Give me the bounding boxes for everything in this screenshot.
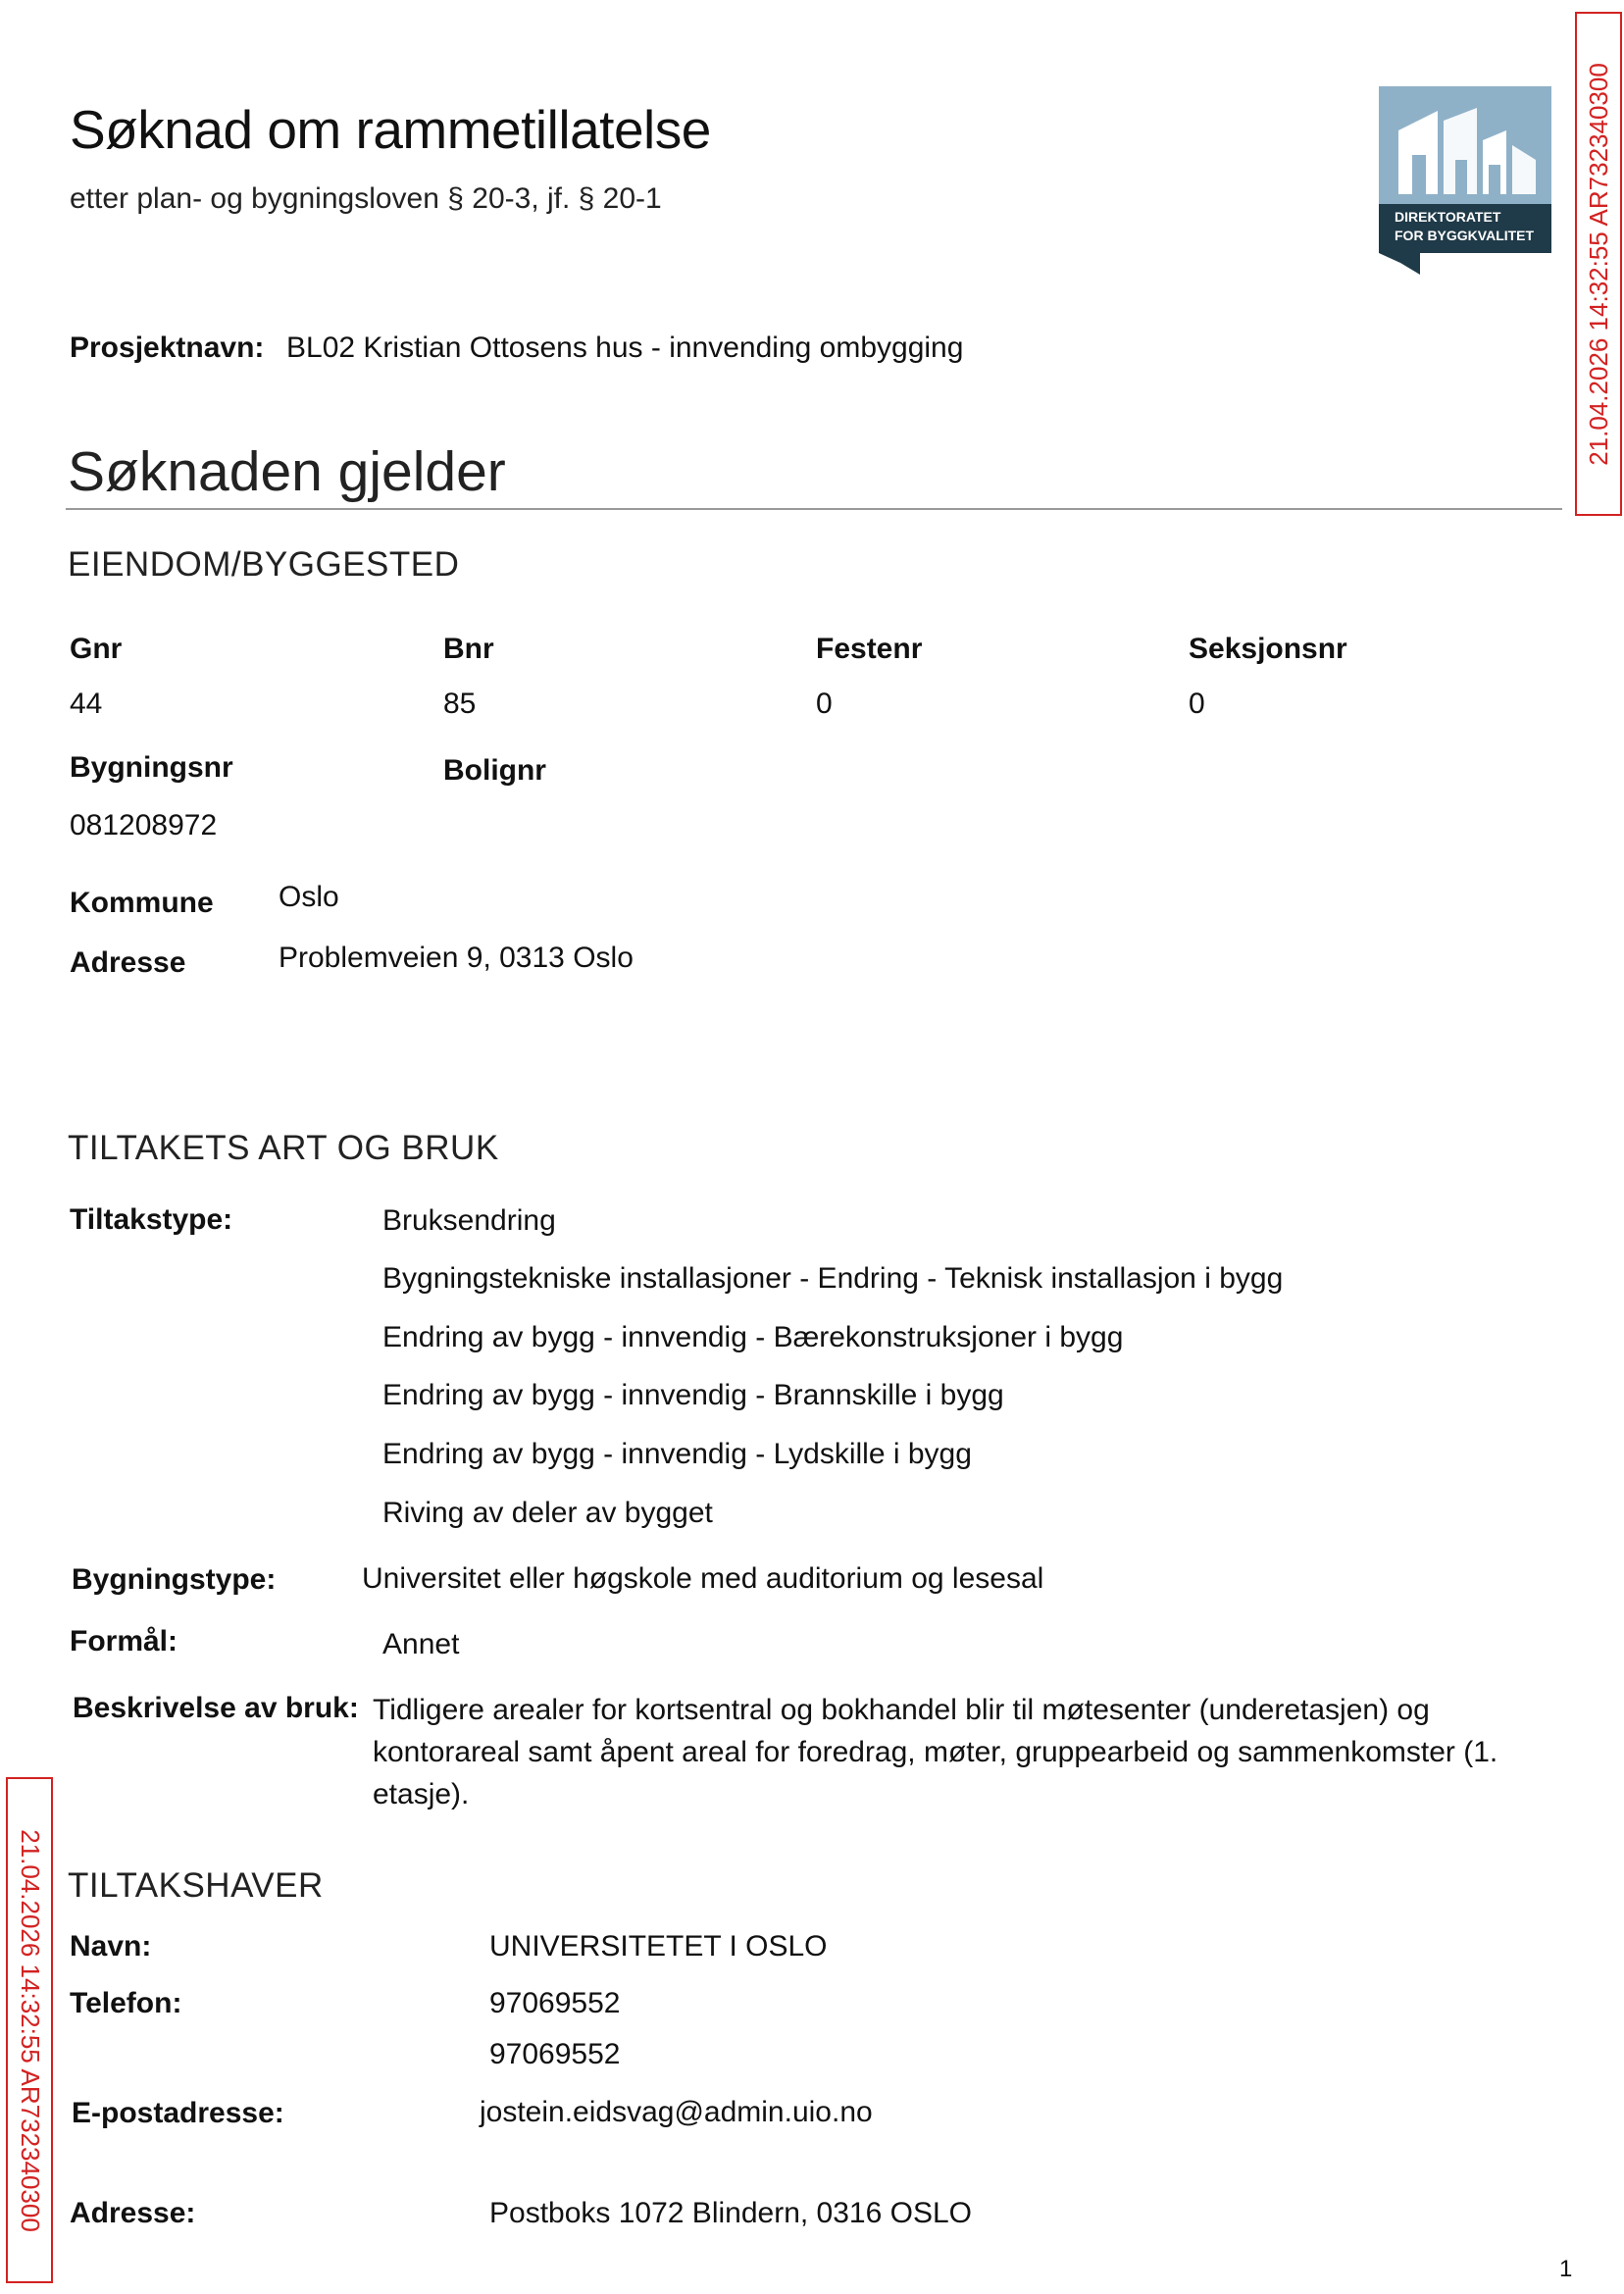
tiltakstype-item: Endring av bygg - innvendig - Bærekonstruksjoner i bygg	[382, 1321, 1124, 1353]
telefon-value: 97069552	[489, 2038, 621, 2070]
gnr-label: Gnr	[70, 633, 123, 665]
page-number: 1	[1559, 2256, 1573, 2282]
tiltakshaver-adresse-label: Adresse:	[70, 2197, 196, 2229]
bolignr-label: Bolignr	[443, 754, 546, 787]
seksjonsnr-label: Seksjonsnr	[1189, 633, 1347, 665]
festenr-label: Festenr	[816, 633, 923, 665]
formal-value: Annet	[382, 1628, 460, 1660]
timestamp-stamp-right: 21.04.2026 14:32:55 AR732340300	[1575, 12, 1622, 516]
festenr-value: 0	[816, 688, 833, 720]
project-name-value: BL02 Kristian Ottosens hus - innvending ombygging	[286, 331, 964, 364]
tiltakstype-item: Endring av bygg - innvendig - Brannskille i bygg	[382, 1379, 1004, 1411]
tiltakshaver-heading: TILTAKSHAVER	[68, 1866, 324, 1905]
tiltakstype-item: Endring av bygg - innvendig - Lydskille i bygg	[382, 1438, 972, 1470]
section-title: Søknaden gjelder	[68, 440, 506, 503]
document-title: Søknad om rammetillatelse	[70, 99, 711, 160]
tiltakshaver-adresse-value: Postboks 1072 Blindern, 0316 OSLO	[489, 2197, 972, 2229]
document-subtitle: etter plan- og bygningsloven § 20-3, jf. § 20-1	[70, 182, 662, 215]
tiltakstype-item: Bygningstekniske installasjoner - Endring - Teknisk installasjon i bygg	[382, 1262, 1284, 1295]
epost-value: jostein.eidsvag@admin.uio.no	[480, 2096, 873, 2128]
navn-label: Navn:	[70, 1930, 152, 1963]
seksjonsnr-value: 0	[1189, 688, 1205, 720]
bnr-value: 85	[443, 688, 477, 720]
eiendom-adresse-label: Adresse	[70, 946, 186, 979]
eiendom-adresse-value: Problemveien 9, 0313 Oslo	[279, 942, 634, 974]
epost-label: E-postadresse:	[72, 2097, 284, 2129]
tiltakstype-item: Riving av deler av bygget	[382, 1497, 713, 1529]
bygningstype-value: Universitet eller høgskole med auditorium og lesesal	[362, 1562, 1044, 1595]
telefon-value: 97069552	[489, 1987, 621, 2019]
dibk-logo	[1379, 86, 1551, 275]
beskrivelse-value: Tidligere arealer for kortsentral og bokhandel blir til møtesenter (underetasjen) og kontorareal samt åpent areal for foredrag, møter, gruppearbeid og sammenkomster (1. etasje).	[373, 1694, 1498, 1810]
bygningsnr-value: 081208972	[70, 809, 218, 841]
tiltakstype-label: Tiltakstype:	[70, 1203, 233, 1236]
logo-line-2: FOR BYGGKVALITET	[1395, 228, 1535, 243]
kommune-label: Kommune	[70, 887, 214, 919]
navn-value: UNIVERSITETET I OSLO	[489, 1930, 828, 1963]
bygningsnr-label: Bygningsnr	[70, 751, 233, 784]
formal-label: Formål:	[70, 1625, 178, 1657]
timestamp-stamp-left: 21.04.2026 14:32:55 AR732340300	[6, 1777, 53, 2283]
logo-line-1: DIREKTORATET	[1395, 209, 1501, 225]
project-name-label: Prosjektnavn:	[70, 331, 265, 364]
bnr-label: Bnr	[443, 633, 494, 665]
bygningstype-label: Bygningstype:	[72, 1563, 277, 1596]
tiltak-heading: TILTAKETS ART OG BRUK	[68, 1129, 499, 1167]
telefon-label: Telefon:	[70, 1987, 182, 2019]
kommune-value: Oslo	[279, 881, 339, 913]
section-divider	[66, 508, 1562, 510]
eiendom-heading: EIENDOM/BYGGESTED	[68, 545, 460, 584]
tiltakstype-item: Bruksendring	[382, 1204, 556, 1237]
beskrivelse-label: Beskrivelse av bruk:	[73, 1692, 359, 1724]
gnr-value: 44	[70, 688, 103, 720]
